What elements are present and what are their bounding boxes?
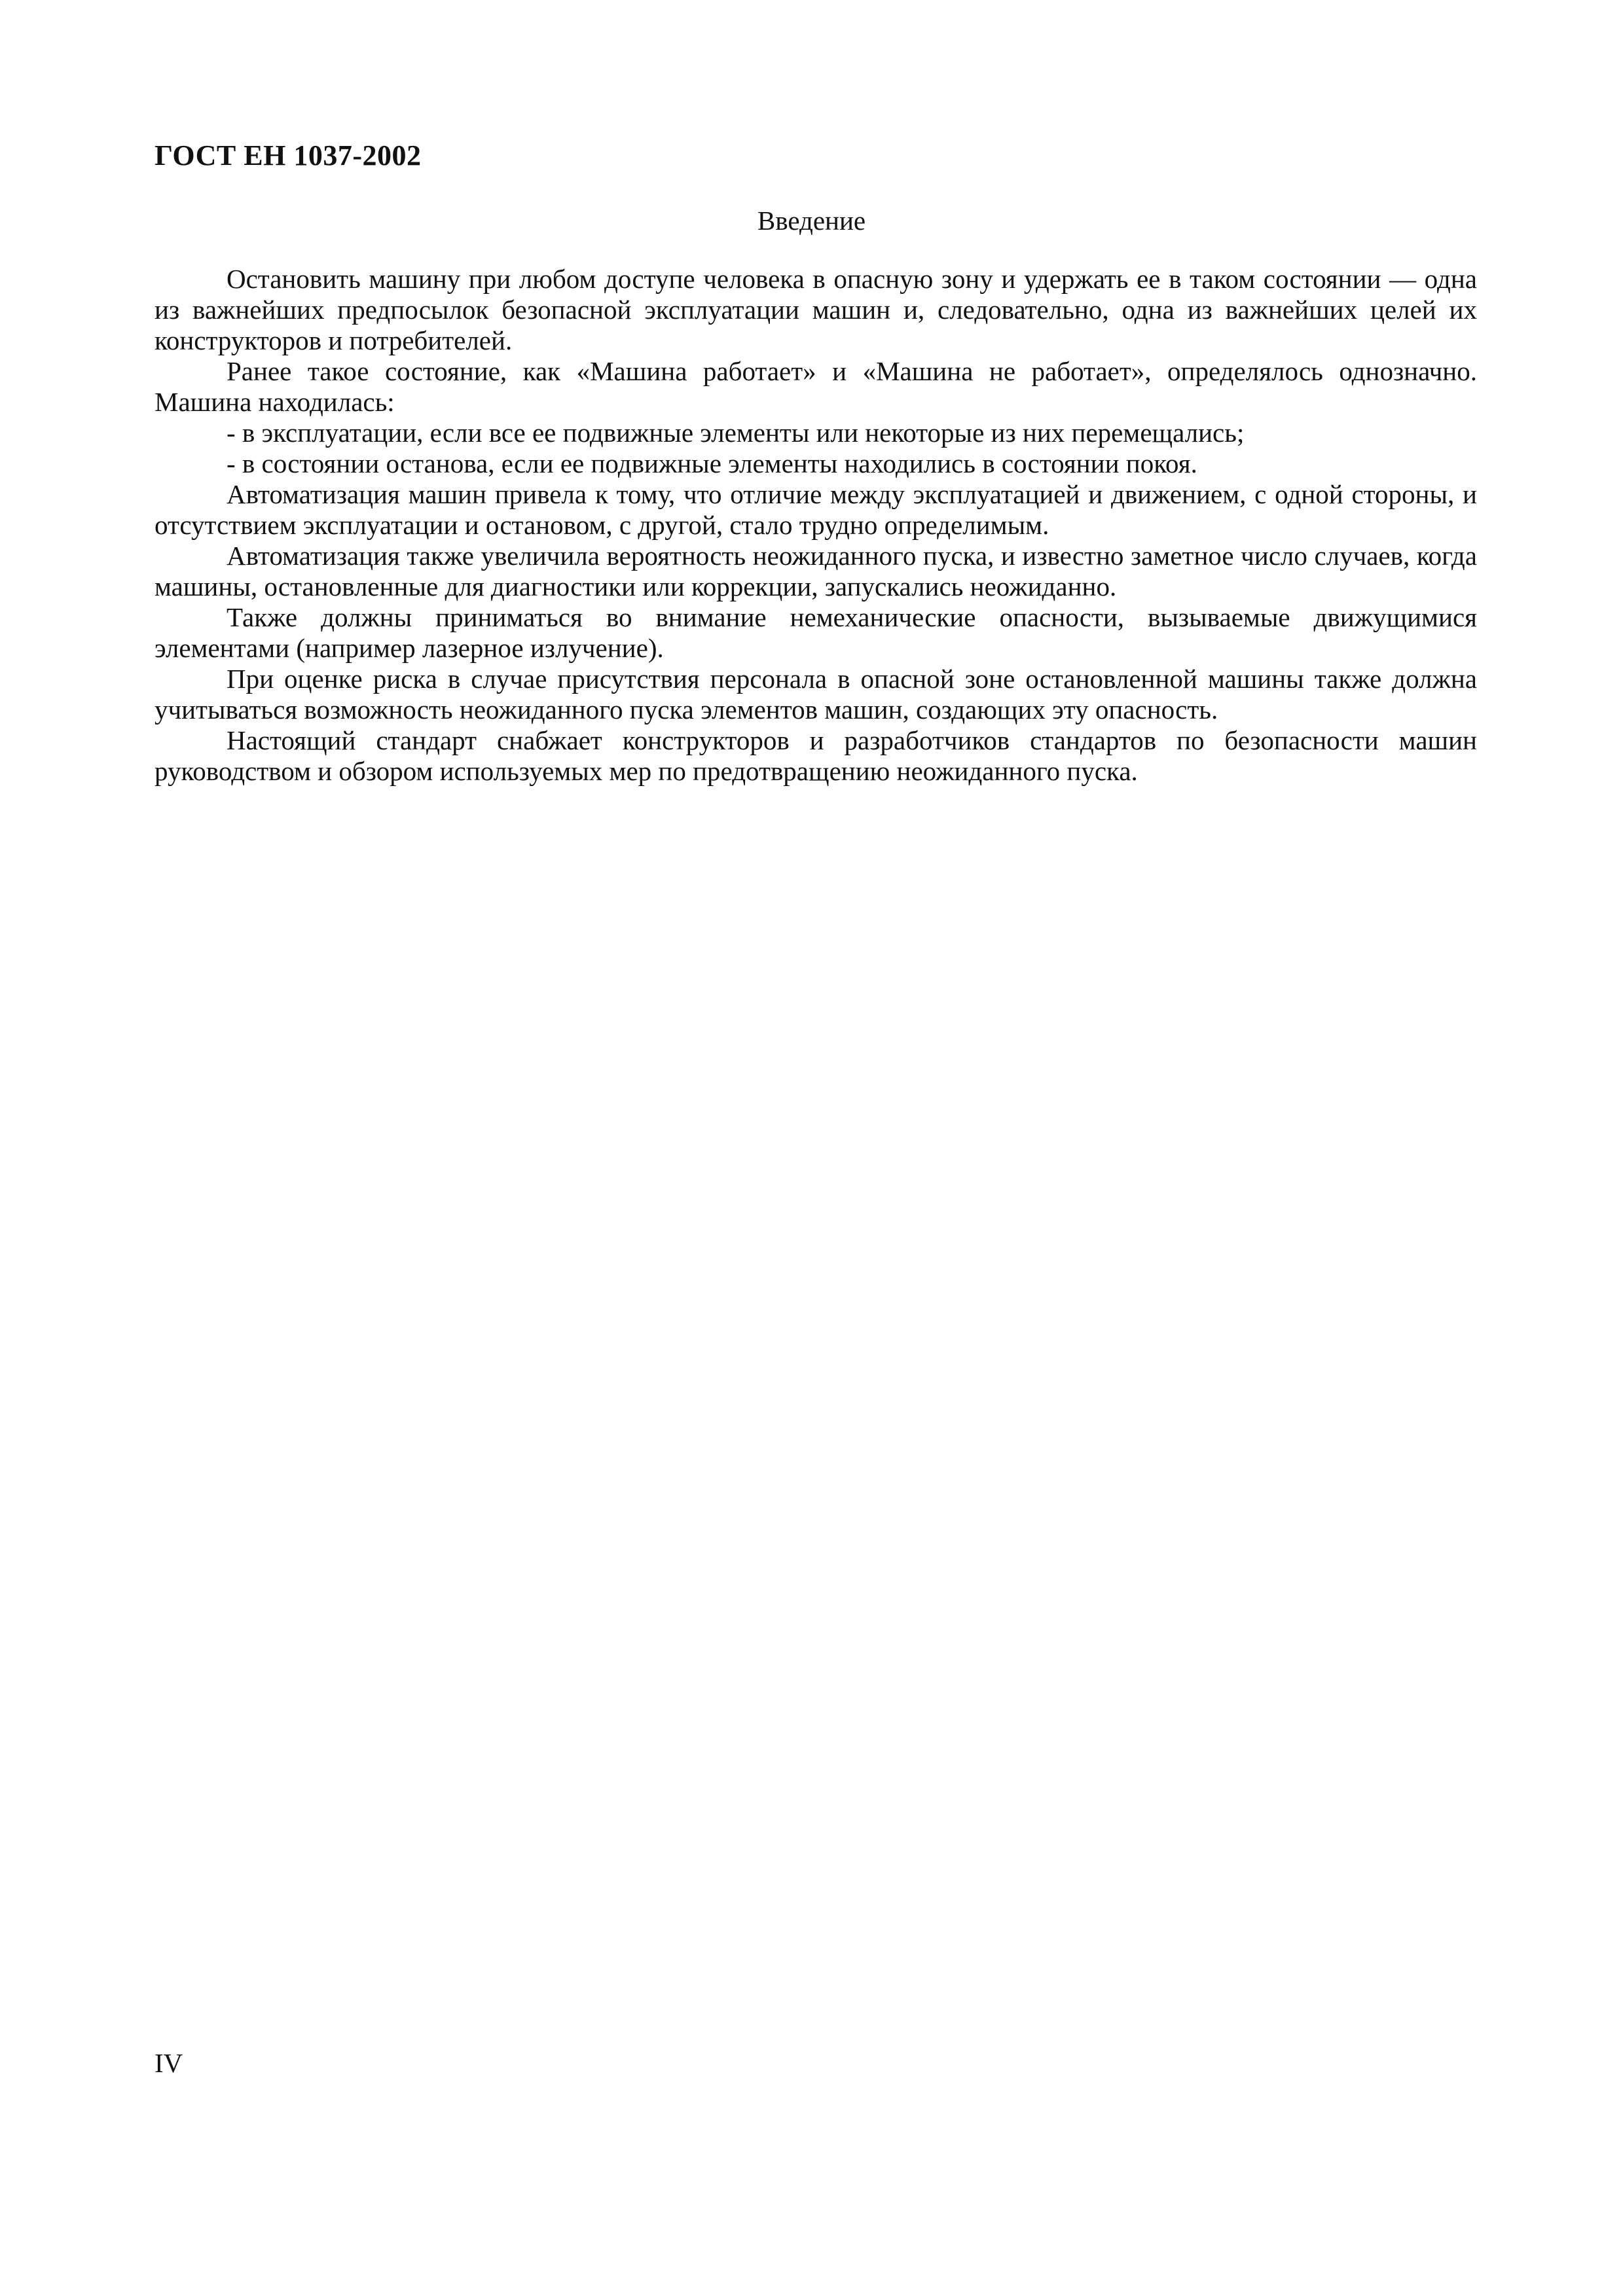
- paragraph: Также должны приниматься во внимание немеханические опасности, вызываемые движущимися элементами (например лазерное излучение).: [155, 602, 1477, 663]
- section-title: Введение: [757, 206, 866, 236]
- paragraph: Ранее такое состояние, как «Машина работает» и «Машина не работает», определялось однозначно. Машина находилась:: [155, 356, 1477, 417]
- paragraph: Автоматизация машин привела к тому, что отличие между эксплуатацией и движением, с одной стороны, и отсутствием эксплуатации и остановом, с другой, стало трудно определимым.: [155, 479, 1477, 540]
- document-code-header: ГОСТ ЕН 1037-2002: [155, 139, 422, 171]
- paragraph: Настоящий стандарт снабжает конструкторов и разработчиков стандартов по безопасности машин руководством и обзором используемых мер по предотвращению неожиданного пуска.: [155, 725, 1477, 786]
- list-item: - в эксплуатации, если все ее подвижные элементы или некоторые из них перемещались;: [227, 418, 1245, 448]
- paragraph: Автоматизация также увеличила вероятность неожиданного пуска, и известно заметное число случаев, когда машины, остановленные для диагностики или коррекции, запускались неожиданно.: [155, 541, 1477, 601]
- paragraph: При оценке риска в случае присутствия персонала в опасной зоне остановленной машины также должна учитываться возможность неожиданного пуска элементов машин, создающих эту опасность.: [155, 664, 1477, 725]
- page-number: IV: [155, 2048, 183, 2078]
- list-item: - в состоянии останова, если ее подвижные элементы находились в состоянии покоя.: [227, 448, 1197, 478]
- document-body: [155, 264, 1477, 787]
- paragraph: Остановить машину при любом доступе человека в опасную зону и удержать ее в таком состоянии — одна из важнейших предпосылок безопасной эксплуатации машин и, следовательно, одна из важнейших целей их конструкторов и потребителей.: [155, 264, 1477, 355]
